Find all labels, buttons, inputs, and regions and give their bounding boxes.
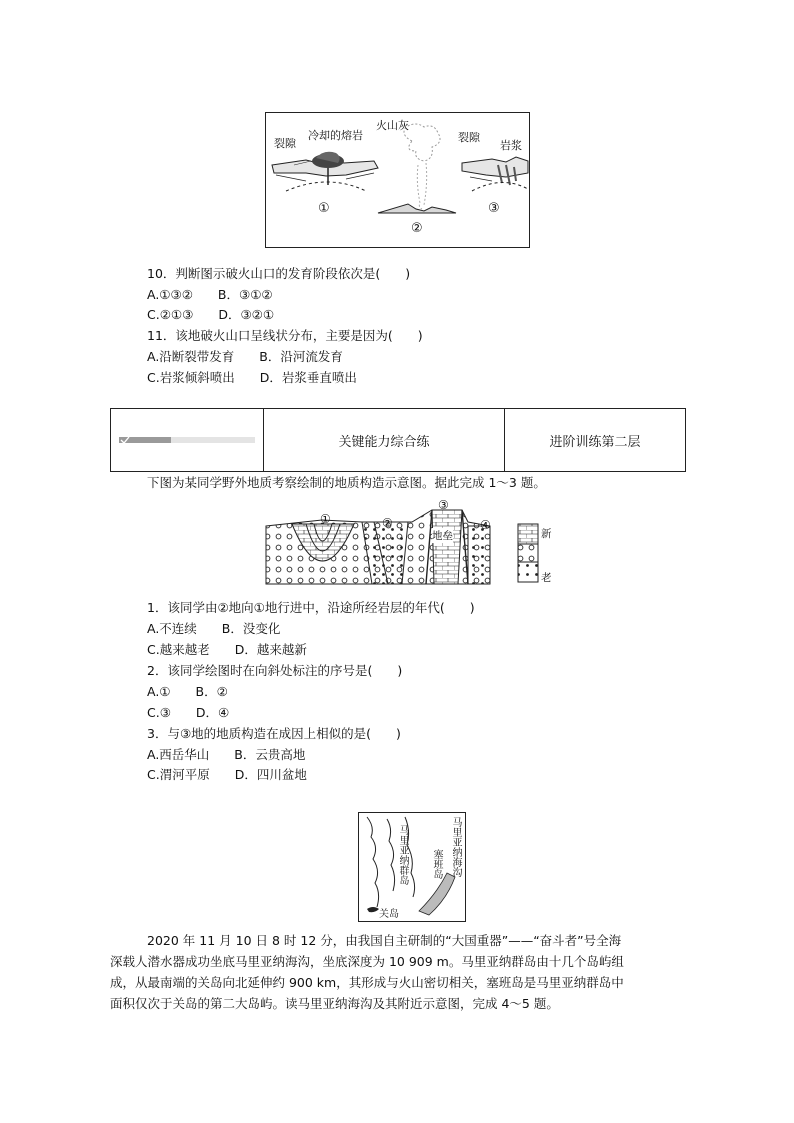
q10-options-row1: A.①③② B．③①② [147, 287, 273, 302]
legend-old-label: 老 [541, 572, 552, 584]
q11-options-row1: A.沿断裂带发育 B．沿河流发育 [147, 349, 343, 364]
progress-bar-icon [117, 434, 257, 446]
section-banner [110, 408, 686, 472]
stage1-sketch [272, 152, 378, 191]
q3-options-row1: A.西岳华山 B．云贵高地 [147, 747, 306, 762]
q10-options-row2: C.②①③ D．③②① [147, 307, 275, 322]
passage-line3: 成，从最南端的关岛向北延伸约 900 km，其形成与火山密切相关，塞班岛是马里亚纳群岛中 [110, 975, 624, 990]
banner-title: 关键能力综合练 [338, 434, 430, 450]
cooled-lava-label: 冷却的熔岩 [308, 129, 363, 142]
stage2-sketch [378, 124, 456, 213]
q3-options-row2: C.渭河平原 D．四川盆地 [147, 767, 307, 782]
q2-options-row1: A.① B．② [147, 684, 228, 699]
passage-line2: 深载人潜水器成功坐底马里亚纳海沟，坐底深度为 10 909 m。马里亚纳群岛由十几个岛屿组 [110, 954, 624, 969]
q11-stem: 11．该地破火山口呈线状分布，主要是因为( ) [147, 328, 423, 343]
saipan-label: 塞班岛 [431, 849, 442, 879]
geology-point1: ① [320, 512, 331, 526]
passage-line1: 2020 年 11 月 10 日 8 时 12 分，由我国自主研制的“大国重器”——“奋斗者”号全海 [147, 933, 622, 948]
stage2-number: ② [411, 221, 423, 236]
stage3-sketch [462, 157, 528, 191]
mariana-map [358, 812, 466, 922]
banner-level: 进阶训练第二层 [549, 434, 641, 450]
q10-stem: 10．判断图示破火山口的发育阶段依次是( ) [147, 266, 411, 281]
q11-options-row2: C.岩浆倾斜喷出 D．岩浆垂直喷出 [147, 370, 357, 385]
volcano-stages-figure [265, 112, 530, 248]
volcanic-ash-label: 火山灰 [376, 119, 409, 132]
geology-point2: ② [382, 516, 393, 530]
q2-stem: 2．该同学绘图时在向斜处标注的序号是( ) [147, 663, 403, 678]
q1-stem: 1．该同学由②地向①地行进中，沿途所经岩层的年代( ) [147, 600, 475, 615]
q2-options-row2: C.③ D．④ [147, 705, 230, 720]
geology-point4: ④ [480, 518, 491, 532]
banner-icon-cell [111, 409, 263, 471]
stage1-number: ① [318, 201, 330, 216]
crack-right-label: 裂隙 [458, 131, 480, 144]
passage-line4: 面积仅次于关岛的第二大岛屿。读马里亚纳海沟及其附近示意图，完成 4～5 题。 [110, 996, 559, 1011]
volcano-stages-drawing [266, 113, 529, 247]
stage3-number: ③ [488, 201, 500, 216]
magma-label: 岩浆 [500, 139, 522, 152]
geology-figure [262, 498, 562, 590]
q3-stem: 3．与③地的地质构造在成因上相似的是( ) [147, 726, 401, 741]
guam-label: 关岛 [379, 905, 399, 920]
islands-label: 马里亚纳群岛 [397, 825, 408, 885]
legend-new-label: 新 [541, 528, 552, 540]
trench-label: 马里亚纳海沟 [450, 817, 461, 877]
q1-options-row2: C.越来越老 D．越来越新 [147, 642, 307, 657]
horst-label: 地垒 [432, 530, 453, 542]
geology-drawing [262, 498, 562, 590]
intro-text: 下图为某同学野外地质考察绘制的地质构造示意图。据此完成 1～3 题。 [147, 475, 546, 490]
q1-options-row1: A.不连续 B．没变化 [147, 621, 281, 636]
geology-point3: ③ [438, 498, 449, 512]
crack-left-label: 裂隙 [274, 137, 296, 150]
